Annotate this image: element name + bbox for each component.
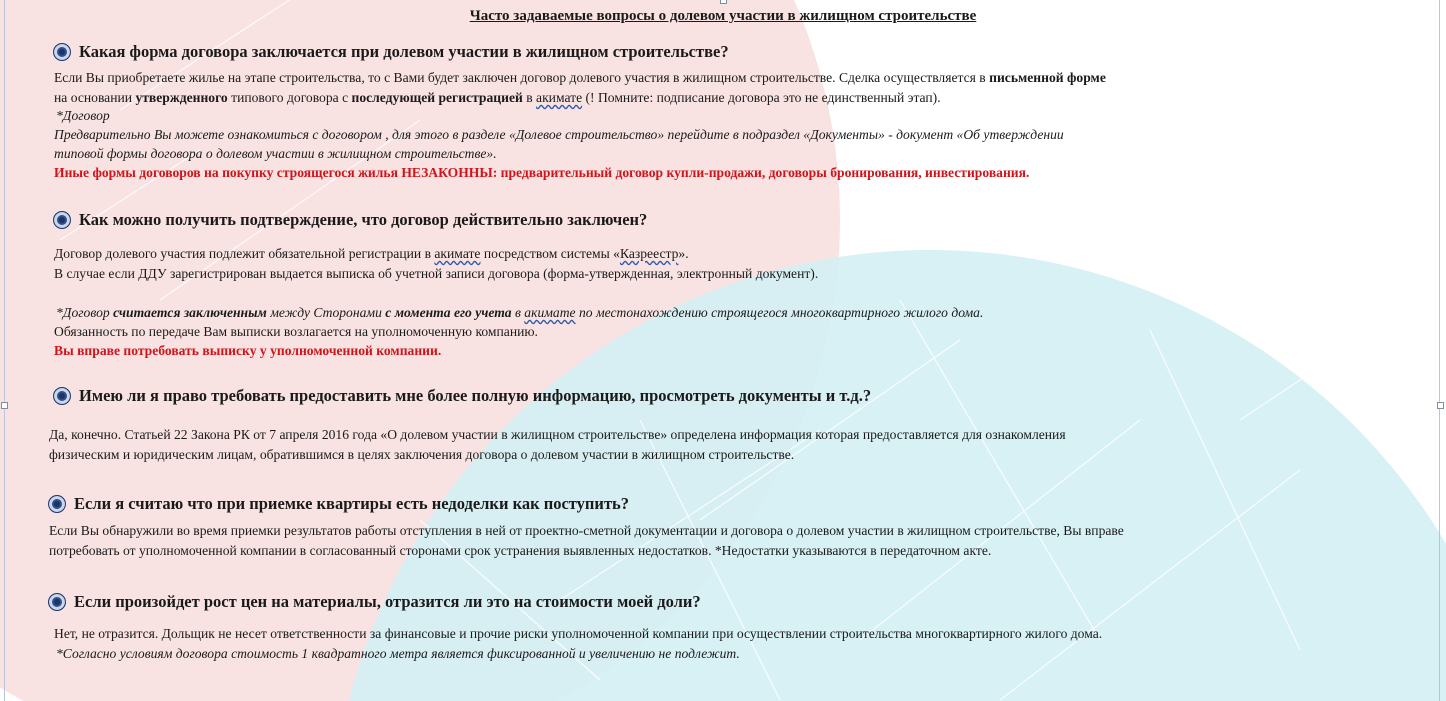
faq-question-1 [53,42,729,62]
round-bullet-icon [53,387,71,405]
answer-4-line-2: потребовать от уполномоченной компании в согласованный сторонами срок устранения выявленных недостатков. *Недостатки указываются в передаточном акте. [49,543,992,558]
answer-1-line-5: типовой формы договора о долевом участии в жилищном строительстве». [54,146,497,161]
answer-1-line-4: Предварительно Вы можете ознакомиться с договором , для этого в разделе «Долевое строительство» перейдите в подраздел «Документы» - документ «Об утверждении [54,127,1064,142]
answer-2-warning: Вы вправе потребовать выписку у уполномоченной компании. [54,343,442,358]
answer-1-line-2: на основании утвержденного типового договора с последующей регистрацией в акимате (! Помните: подписание договора это не единственный этап). [54,90,941,105]
round-bullet-icon [48,593,66,611]
question-5-text: Если произойдет рост цен на материалы, отразится ли это на стоимости моей доли? [74,592,701,611]
question-1-text: Какая форма договора заключается при долевом участии в жилищном строительстве? [79,42,729,61]
answer-5-line-1: Нет, не отразится. Дольщик не несет ответственности за финансовые и прочие риски уполномоченной компании при осуществлении строительства многоквартирного жилого дома. [54,626,1103,641]
answer-1-line-3: *Договор [56,108,110,123]
round-bullet-icon [53,211,71,229]
faq-question-2 [53,210,647,230]
answer-3-line-1: Да, конечно. Статьей 22 Закона РК от 7 апреля 2016 года «О долевом участии в жилищном строительстве» определена информация которая предоставляется для ознакомления [49,427,1066,442]
faq-question-4 [48,494,629,514]
faq-question-5 [48,592,701,612]
answer-2-line-3: *Договор считается заключенным между Сторонами с момента его учета в акимате по местонахождению строящегося многоквартирного жилого дома. [56,305,984,320]
round-bullet-icon [48,495,66,513]
question-2-text: Как можно получить подтверждение, что договор действительно заключен? [79,210,648,229]
faq-question-3 [53,386,871,406]
round-bullet-icon [53,43,71,61]
answer-4-line-1: Если Вы обнаружили во время приемки результатов работы отступления в ней от проектно-сметной документации и договора о долевом участии в жилищном строительстве, Вы вправе [49,523,1124,538]
question-4-text: Если я считаю что при приемке квартиры есть недоделки как поступить? [74,494,630,513]
answer-1-line-1: Если Вы приобретаете жилье на этапе строительства, то с Вами будет заключен договор долевого участия в жилищном строительстве. Сделка осуществляется в письменной форме [54,70,1106,85]
question-3-text: Имею ли я право требовать предоставить мне более полную информацию, просмотреть документы и т.д.? [79,386,872,405]
answer-1-warning: Иные формы договоров на покупку строящегося жилья НЕЗАКОННЫ: предварительный договор купли-продажи, договоры бронирования, инвестирования. [54,165,1030,180]
answer-2-line-2: В случае если ДДУ зарегистрирован выдается выписка об учетной записи договора (форма-утвержденная, электронный документ). [54,266,819,281]
answer-3-line-2: физическим и юридическим лицам, обратившимся в целях заключения договора о долевом участии в жилищном строительстве. [49,447,795,462]
page-title: Часто задаваемые вопросы о долевом участии в жилищном строительстве [469,8,977,24]
answer-2-line-1: Договор долевого участия подлежит обязательной регистрации в акимате посредством системы «Казреестр». [54,246,689,261]
answer-5-line-2: *Согласно условиям договора стоимость 1 квадратного метра является фиксированной и увеличению не подлежит. [56,646,740,661]
answer-2-line-4: Обязанность по передаче Вам выписки возлагается на уполномоченную компанию. [54,324,538,339]
